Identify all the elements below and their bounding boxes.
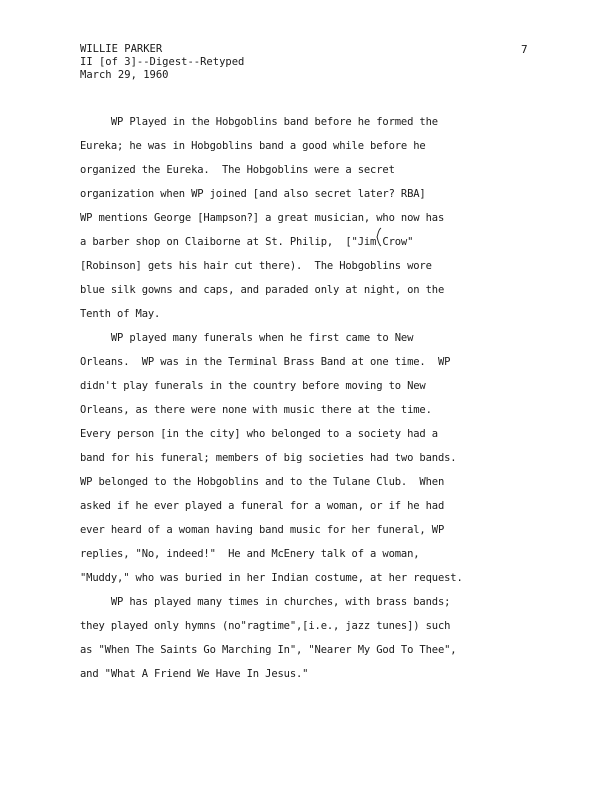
text-line: didn't play funerals in the country before moving to New bbox=[80, 380, 426, 392]
text-line: ever heard of a woman having band music for her funeral, WP bbox=[80, 524, 445, 536]
header-part: II [of 3]--Digest--Retyped bbox=[80, 56, 245, 68]
text-line: WP mentions George [Hampson?] a great musician, who now has bbox=[80, 212, 445, 224]
text-line: organized the Eureka. The Hobgoblins were a secret bbox=[80, 164, 395, 176]
document-header bbox=[80, 43, 244, 82]
text-line: Every person [in the city] who belonged to a society had a bbox=[80, 428, 438, 440]
text-line: a barber shop on Claiborne at St. Philip, ["Jim Crow" bbox=[80, 236, 414, 248]
text-line: Orleans, as there were none with music there at the time. bbox=[80, 404, 432, 416]
text-line: blue silk gowns and caps, and paraded only at night, on the bbox=[80, 284, 445, 296]
text-line: band for his funeral; members of big societies had two bands. bbox=[80, 452, 457, 464]
text-line: WP Played in the Hobgoblins band before he formed the bbox=[80, 116, 438, 128]
text-line: "Muddy," who was buried in her Indian costume, at her request. bbox=[80, 572, 463, 584]
text-line: Orleans. WP was in the Terminal Brass Band at one time. WP bbox=[80, 356, 451, 368]
handwritten-bracket-mark bbox=[376, 227, 383, 247]
text-line: WP belonged to the Hobgoblins and to the Tulane Club. When bbox=[80, 476, 445, 488]
header-name: WILLIE PARKER bbox=[80, 43, 163, 55]
header-date: March 29, 1960 bbox=[80, 69, 169, 81]
text-line: asked if he ever played a funeral for a woman, or if he had bbox=[80, 500, 445, 512]
text-line: WP has played many times in churches, with brass bands; bbox=[80, 596, 451, 608]
text-line: [Robinson] gets his hair cut there). The Hobgoblins wore bbox=[80, 260, 432, 272]
page-number: 7 bbox=[521, 43, 528, 56]
text-line: WP played many funerals when he first came to New bbox=[80, 332, 414, 344]
text-line: replies, "No, indeed!" He and McEnery talk of a woman, bbox=[80, 548, 420, 560]
text-line: Eureka; he was in Hobgoblins band a good while before he bbox=[80, 140, 426, 152]
text-line: and "What A Friend We Have In Jesus." bbox=[80, 668, 309, 680]
text-line: as "When The Saints Go Marching In", "Nearer My God To Thee", bbox=[80, 644, 457, 656]
text-line: Tenth of May. bbox=[80, 308, 161, 320]
text-line: they played only hymns (no"ragtime",[i.e., jazz tunes]) such bbox=[80, 620, 451, 632]
text-line: organization when WP joined [and also secret later? RBA] bbox=[80, 188, 426, 200]
